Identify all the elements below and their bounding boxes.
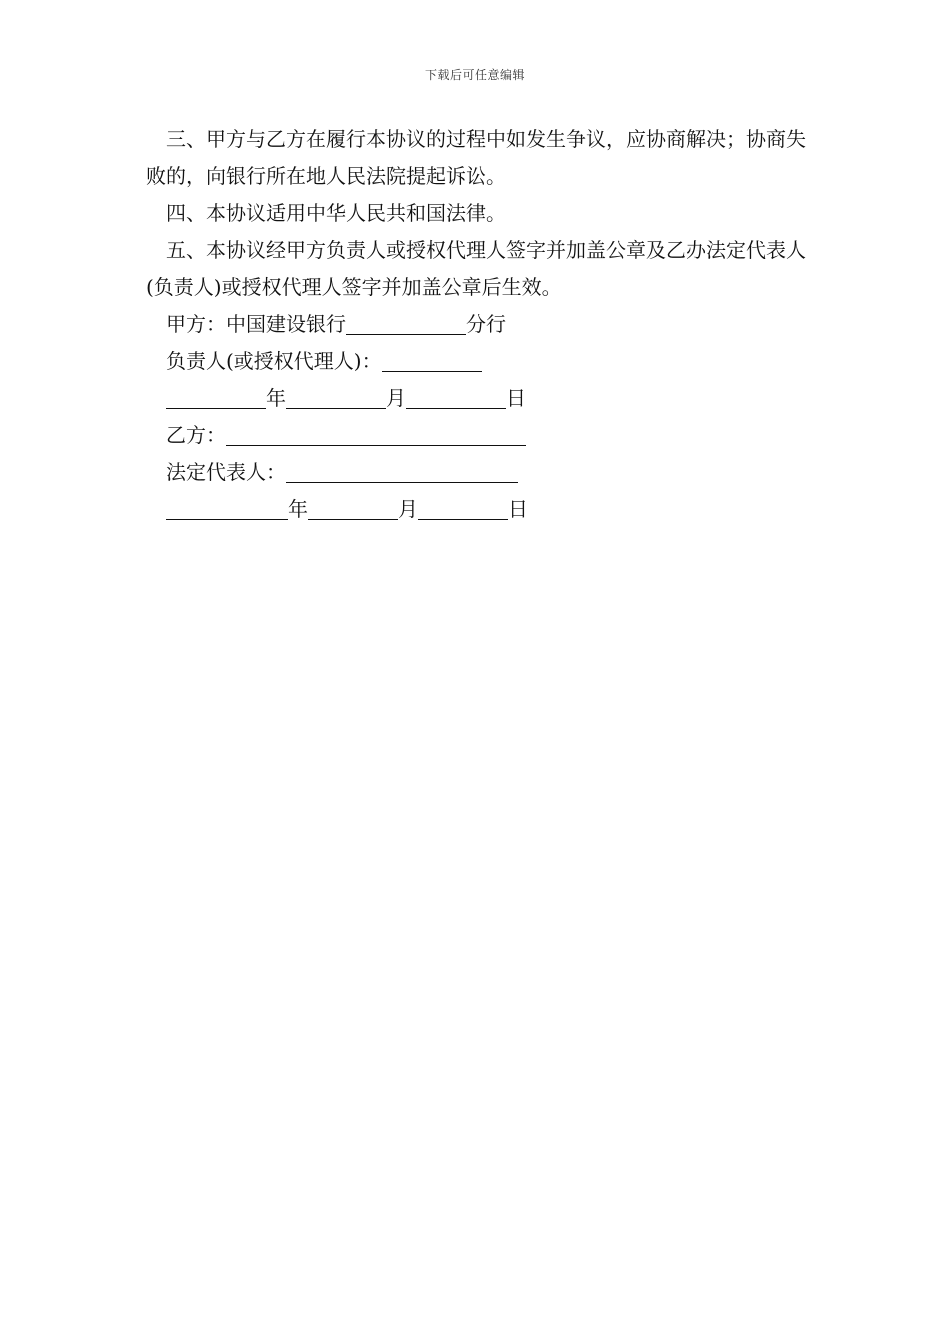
party-a-date-line [146,380,816,417]
party-a-day-field[interactable] [406,386,506,409]
party-b-signer-line [146,454,816,491]
party-b-day-label: 日 [508,497,528,521]
party-a-signer-field[interactable] [382,349,482,372]
party-b-date-line [146,491,816,528]
party-b-signer-label: 法定代表人： [166,460,286,484]
party-a-line [146,306,816,343]
party-b-day-field[interactable] [418,497,508,520]
party-a-day-label: 日 [506,386,526,410]
party-a-label: 甲方：中国建设银行 [166,312,346,336]
party-a-signer-label: 负责人(或授权代理人)： [166,349,382,373]
clause-three: 三、甲方与乙方在履行本协议的过程中如发生争议，应协商解决；协商失败的，向银行所在地人民法院提起诉讼。 [146,127,806,188]
party-a-month-label: 月 [386,386,406,410]
clause-four: 四、本协议适用中华人民共和国法律。 [166,201,506,225]
party-b-name-field[interactable] [226,423,526,446]
party-a-branch-suffix: 分行 [466,312,506,336]
party-b-signer-field[interactable] [286,460,518,483]
party-a-year-label: 年 [266,386,286,410]
party-a-signer-line [146,343,816,380]
party-a-year-field[interactable] [166,386,266,409]
party-b-year-field[interactable] [166,497,288,520]
party-b-year-label: 年 [288,497,308,521]
agreement-body [146,121,816,528]
branch-name-field[interactable] [346,312,466,335]
page-header-note: 下载后可任意编辑 [424,68,525,82]
party-b-month-label: 月 [398,497,418,521]
party-a-month-field[interactable] [286,386,386,409]
clause-five: 五、本协议经甲方负责人或授权代理人签字并加盖公章及乙办法定代表人(负责人)或授权代理人签字并加盖公章后生效。 [146,238,806,299]
party-b-month-field[interactable] [308,497,398,520]
party-b-line [146,417,816,454]
party-b-label: 乙方： [166,423,226,447]
